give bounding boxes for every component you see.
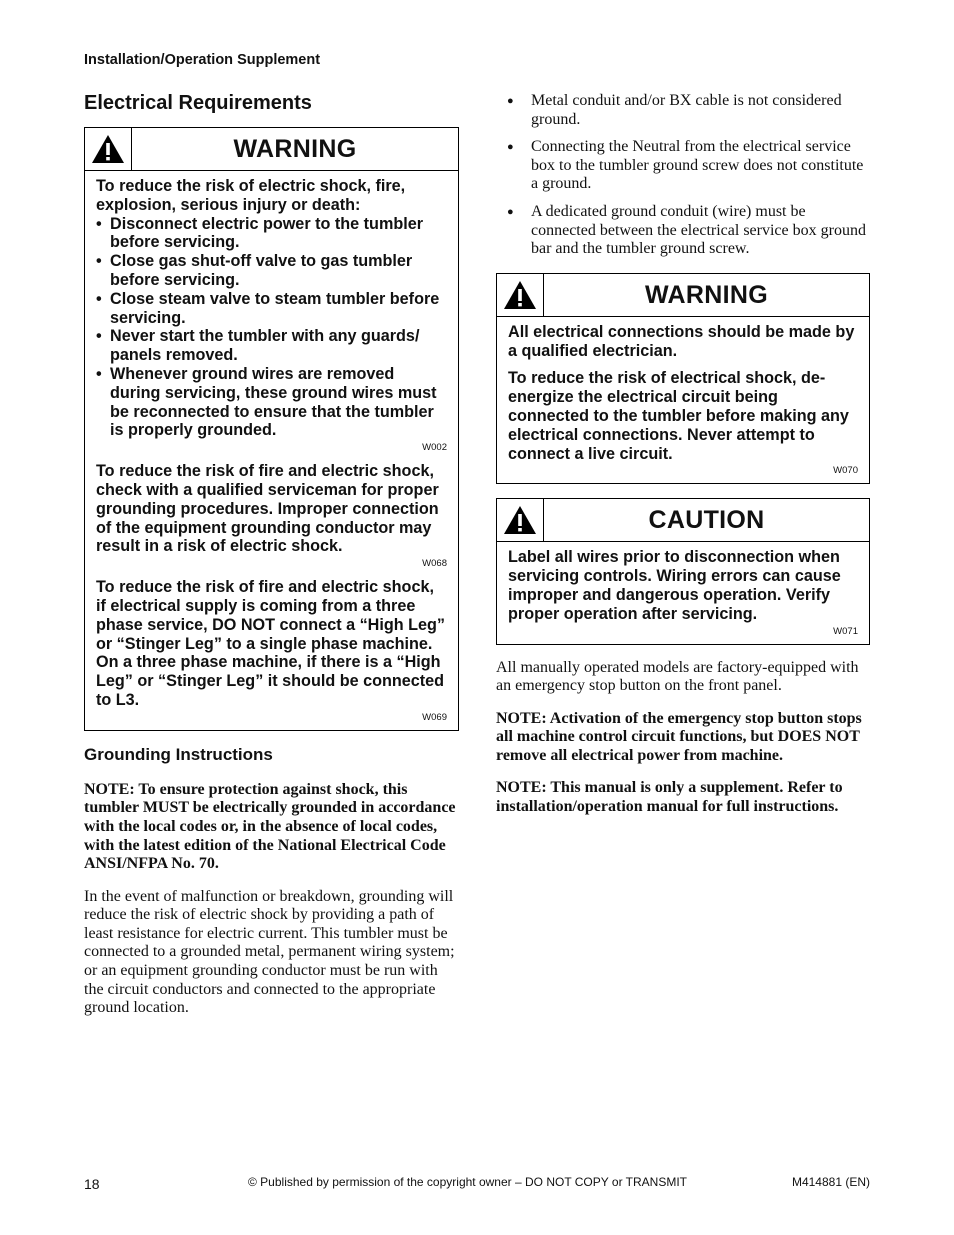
- warning-bullet-item: • Disconnect electric power to the tumbler before servicing.: [96, 215, 447, 253]
- warning-box-left: [84, 127, 459, 731]
- warning-triangle-icon: [497, 499, 544, 541]
- emergency-stop-note: NOTE: Activation of the emergency stop button stops all machine control circuit functions, but DOES NOT remove all electrical power from machine.: [496, 709, 862, 764]
- warning-paragraph: All electrical connections should be made by a qualified electrician.: [508, 322, 855, 360]
- warning-code: W070: [833, 465, 858, 477]
- right-column: [496, 92, 870, 831]
- warning-header: [497, 274, 869, 317]
- caution-title: CAUTION: [648, 506, 765, 535]
- caution-paragraph: Label all wires prior to disconnection when servicing controls. Wiring errors can cause improper and dangerous operation. Verify proper operation after servicing.: [508, 548, 841, 623]
- caution-code: W071: [833, 625, 858, 637]
- page-number: 18: [84, 1176, 100, 1192]
- warning-code: W069: [422, 711, 447, 723]
- warning-paragraph: To reduce the risk of fire and electric shock, check with a qualified serviceman for proper grounding procedures. Improper connection of the equipment grounding conductor may result in a risk of electric shock.: [96, 462, 439, 556]
- caution-header: [497, 499, 869, 542]
- warning-bullet-item: • Whenever ground wires are removed during servicing, these ground wires must be reconnected to ensure that the tumbler is properly grounded.: [96, 365, 447, 440]
- copyright-notice: © Published by permission of the copyright owner – DO NOT COPY or TRANSMIT: [248, 1175, 688, 1189]
- warning-bullet-item: • Close steam valve to steam tumbler before servicing.: [96, 290, 447, 328]
- list-item: ● Metal conduit and/or BX cable is not considered ground.: [496, 92, 870, 129]
- caution-body: [497, 542, 869, 643]
- grounding-title: Grounding Instructions: [84, 744, 273, 764]
- warning-paragraph: To reduce the risk of fire and electric shock, if electrical supply is coming from a three phase service, DO NOT connect a “High Leg” or “Stinger Leg” to a single phase machine. On a three phase machine, if there is a “High Leg” or “Stinger Leg” it should be connected to L3.: [96, 578, 446, 709]
- running-header: Installation/Operation Supplement: [84, 52, 321, 68]
- warning-triangle-icon: [85, 128, 132, 170]
- list-item: ● A dedicated ground conduit (wire) must be connected between the electrical service box ground bar and the tumbler ground screw.: [496, 203, 870, 259]
- section-title: Electrical Requirements: [84, 92, 312, 114]
- warning-triangle-icon: [497, 274, 544, 316]
- warning-code: W002: [422, 442, 447, 454]
- warning-body: [85, 171, 458, 730]
- warning-body: [497, 317, 869, 484]
- warning-title: WARNING: [645, 280, 768, 309]
- document-code: M414881 (EN): [791, 1175, 870, 1189]
- warning-bullet-item: • Close gas shut-off valve to gas tumbler before servicing.: [96, 252, 447, 290]
- emergency-stop-paragraph: All manually operated models are factory-equipped with an emergency stop button on the front panel.: [496, 658, 859, 695]
- warning-code: W068: [422, 558, 447, 570]
- warning-box-right: [496, 273, 870, 485]
- warning-intro: To reduce the risk of electric shock, fire, explosion, serious injury or death:: [96, 177, 406, 214]
- warning-title: WARNING: [233, 135, 357, 163]
- grounding-note: NOTE: To ensure protection against shock, this tumbler MUST be electrically grounded in accordance with the local codes or, in the absence of local codes, with the latest edition of the National Electrical Code ANSI/NFPA No. 70.: [84, 780, 456, 873]
- warning-paragraph: To reduce the risk of electrical shock, de-energize the electrical circuit being connected to the tumbler before making any electrical connections. Never attempt to connect a live circuit.: [508, 369, 849, 463]
- warning-bullet-item: • Never start the tumbler with any guards/ panels removed.: [96, 327, 447, 365]
- ground-bullet-list: [496, 92, 870, 259]
- warning-header: [85, 128, 458, 171]
- list-item: ● Connecting the Neutral from the electrical service box to the tumbler ground screw does not constitute a ground.: [496, 138, 870, 194]
- caution-box: [496, 498, 870, 644]
- warning-bullet-list: [96, 215, 447, 441]
- grounding-body: In the event of malfunction or breakdown, grounding will reduce the risk of electric shock by providing a path of least resistance for electric current. This tumbler must be connected to a grounded metal, permanent wiring system; or an equipment grounding conductor must be run with the circuit conductors and connected to the appropriate ground location.: [84, 887, 455, 1017]
- left-column: [84, 92, 459, 1032]
- supplement-note: NOTE: This manual is only a supplement. Refer to installation/operation manual for full instructions.: [496, 779, 843, 816]
